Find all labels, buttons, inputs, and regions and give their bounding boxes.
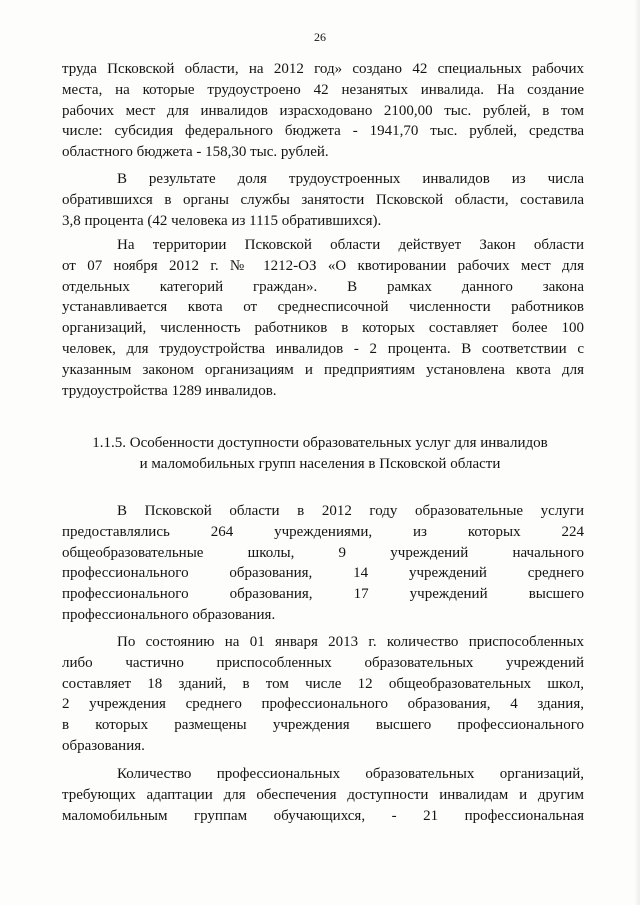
text-line: 2 учреждения среднего профессионального образования, 4 здания, [62,696,584,713]
paragraph [62,632,584,757]
paragraph [62,235,584,401]
text-line: отдельных категорий граждан». В рамках данного закона [62,278,584,295]
page-number: 26 [314,30,326,44]
text-line: организаций, численность работников в которых составляет более 100 [62,320,584,337]
section-heading-line: и маломобильных групп населения в Псковской области [139,455,501,472]
text-line: составляет 18 зданий, в том числе 12 общеобразовательных школ, [62,675,584,692]
text-line: указанным законом организациям и предприятиям установлена квота для [62,361,584,378]
text-line: либо частично приспособленных образовательных учреждений [62,654,584,671]
text-line: места, на которые трудоустроено 42 незанятых инвалида. На создание [62,81,584,98]
text-line: На территории Псковской области действует Закон области [117,237,584,253]
text-line: профессионального образования, 14 учреждений среднего [62,565,584,582]
text-line: маломобильным группам обучающихся, - 21 профессиональная [62,807,584,824]
paragraph [62,59,584,163]
text-line: профессионального образования. [62,606,276,623]
text-line: числе: субсидия федерального бюджета - 1941,70 тыс. рублей, средства [62,123,584,140]
text-line: трудоустройства 1289 инвалидов. [62,382,277,399]
text-line: требующих адаптации для обеспечения доступности инвалидам и другим [62,786,584,803]
text-line: общеобразовательные школы, 9 учреждений начального [62,544,584,561]
text-line: от 07 ноября 2012 г. № 1212-ОЗ «О квотировании рабочих мест для [62,257,584,274]
text-line: В результате доля трудоустроенных инвалидов из числа [117,171,584,187]
text-line: 3,8 процента (42 человека из 1115 обратившихся). [62,212,382,229]
text-line: устанавливается квота от среднесписочной численности работников [62,299,584,316]
paragraph [62,501,584,626]
paragraph [62,764,584,826]
text-line: профессионального образования, 17 учреждений высшего [62,586,584,603]
scan-edge-shadow [634,0,640,905]
text-line: образования. [62,737,145,754]
paragraph [62,169,584,231]
text-line: В Псковской области в 2012 году образовательные услуги [117,503,584,519]
text-line: рабочих мест для инвалидов израсходовано 2100,00 тыс. рублей, в том [62,102,584,119]
text-line: областного бюджета - 158,30 тыс. рублей. [62,144,329,161]
text-line: предоставлялись 264 учреждениями, из которых 224 [62,523,584,540]
section-heading-line: 1.1.5. Особенности доступности образовательных услуг для инвалидов [92,435,548,451]
text-line: труда Псковской области, на 2012 год» создано 42 специальных рабочих [62,61,584,77]
text-line: Количество профессиональных образовательных организаций, [117,766,584,782]
text-line: человек, для трудоустройства инвалидов - 2 процента. В соответствии с [62,340,584,357]
text-line: По состоянию на 01 января 2013 г. количество приспособленных [117,634,584,650]
text-line: в которых размещены учреждения высшего профессионального [62,717,584,734]
section-heading [40,433,600,475]
text-line: обратившихся в органы службы занятости Псковской области, составила [62,191,584,208]
